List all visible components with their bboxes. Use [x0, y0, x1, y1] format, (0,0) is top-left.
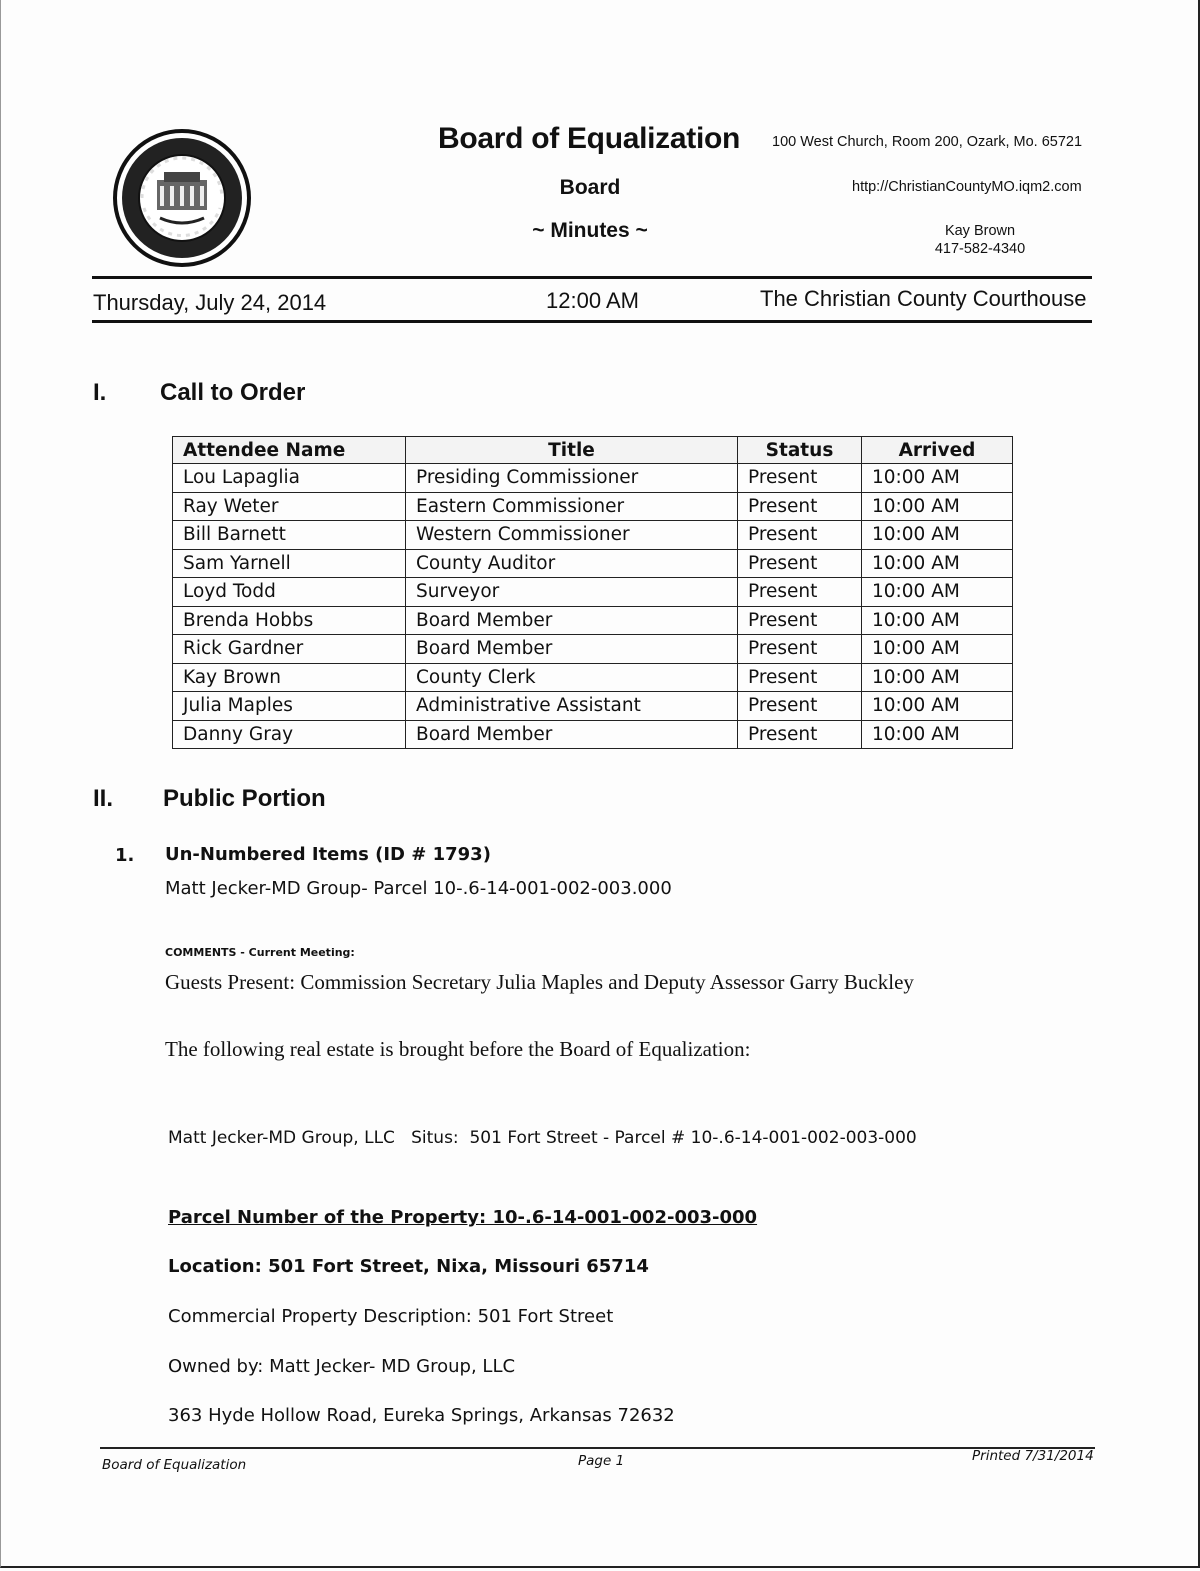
comments-label: COMMENTS - Current Meeting: — [165, 946, 355, 959]
attendee-status: Present — [738, 549, 862, 578]
column-header-name: Attendee Name — [173, 437, 406, 464]
attendee-title: Administrative Assistant — [406, 692, 738, 721]
attendee-status: Present — [738, 720, 862, 749]
board-subtitle: Board — [559, 176, 621, 199]
parcel-number: Parcel Number of the Property: 10-.6-14-001-002-003-000 — [168, 1207, 758, 1228]
attendance-header-row — [173, 437, 1013, 464]
column-header-status: Status — [738, 437, 862, 464]
attendee-arrived: 10:00 AM — [862, 521, 1013, 550]
item-number: 1. — [115, 845, 135, 866]
document-type: ~ Minutes ~ — [532, 219, 648, 242]
attendee-name: Loyd Todd — [173, 578, 406, 607]
attendee-arrived: 10:00 AM — [862, 720, 1013, 749]
attendee-status: Present — [738, 635, 862, 664]
attendee-title: Board Member — [406, 606, 738, 635]
board-title: Board of Equalization — [438, 122, 741, 155]
situs-line: Matt Jecker-MD Group, LLC Situs: 501 Fort Street - Parcel # 10-.6-14-001-002-003-000 — [168, 1128, 917, 1148]
meeting-time: 12:00 AM — [546, 288, 639, 313]
intro-text: The following real estate is brought before the Board of Equalization: — [165, 1037, 751, 1061]
attendee-arrived: 10:00 AM — [862, 635, 1013, 664]
table-row — [173, 692, 1013, 721]
attendee-title: Presiding Commissioner — [406, 464, 738, 493]
attendee-name: Kay Brown — [173, 663, 406, 692]
table-row — [173, 464, 1013, 493]
section-2-title: Public Portion — [163, 785, 326, 812]
attendee-title: Eastern Commissioner — [406, 492, 738, 521]
attendee-title: Board Member — [406, 720, 738, 749]
header-rule-top — [92, 276, 1092, 279]
board-url-link[interactable]: http://ChristianCountyMO.iqm2.com — [852, 179, 1082, 195]
guests-present: Guests Present: Commission Secretary Julia Maples and Deputy Assessor Garry Buckley — [165, 970, 914, 994]
attendee-arrived: 10:00 AM — [862, 606, 1013, 635]
column-header-arrived: Arrived — [862, 437, 1013, 464]
location: Location: 501 Fort Street, Nixa, Missouri 65714 — [168, 1256, 649, 1277]
attendee-arrived: 10:00 AM — [862, 692, 1013, 721]
table-row — [173, 492, 1013, 521]
table-row — [173, 578, 1013, 607]
column-header-title: Title — [406, 437, 738, 464]
item-title: Un-Numbered Items (ID # 1793) — [165, 844, 491, 865]
attendee-name: Danny Gray — [173, 720, 406, 749]
table-row — [173, 549, 1013, 578]
contact-name: Kay Brown — [944, 223, 1016, 239]
table-row — [173, 663, 1013, 692]
attendee-status: Present — [738, 606, 862, 635]
attendee-status: Present — [738, 578, 862, 607]
attendee-arrived: 10:00 AM — [862, 549, 1013, 578]
attendee-status: Present — [738, 663, 862, 692]
table-row — [173, 635, 1013, 664]
footer-rule — [100, 1447, 1095, 1449]
table-row — [173, 521, 1013, 550]
attendee-status: Present — [738, 692, 862, 721]
attendee-status: Present — [738, 521, 862, 550]
attendee-title: Western Commissioner — [406, 521, 738, 550]
footer-page-number: Page 1 — [578, 1453, 625, 1469]
table-row — [173, 606, 1013, 635]
attendee-name: Bill Barnett — [173, 521, 406, 550]
table-row — [173, 720, 1013, 749]
attendee-arrived: 10:00 AM — [862, 464, 1013, 493]
section-1-title: Call to Order — [160, 379, 306, 406]
section-1-number: I. — [93, 379, 107, 406]
county-seal-icon — [112, 128, 252, 268]
attendance-table — [172, 436, 1013, 749]
attendee-title: County Clerk — [406, 663, 738, 692]
owner-address: 363 Hyde Hollow Road, Eureka Springs, Arkansas 72632 — [168, 1405, 675, 1426]
attendee-arrived: 10:00 AM — [862, 578, 1013, 607]
attendee-name: Brenda Hobbs — [173, 606, 406, 635]
item-description: Matt Jecker-MD Group- Parcel 10-.6-14-001-002-003.000 — [165, 878, 672, 899]
attendee-name: Ray Weter — [173, 492, 406, 521]
attendee-title: Board Member — [406, 635, 738, 664]
attendee-name: Lou Lapaglia — [173, 464, 406, 493]
contact-phone: 417-582-4340 — [934, 241, 1026, 257]
meeting-date: Thursday, July 24, 2014 — [93, 290, 327, 315]
attendee-arrived: 10:00 AM — [862, 663, 1013, 692]
footer-printed-date: Printed 7/31/2014 — [972, 1448, 1094, 1464]
attendee-arrived: 10:00 AM — [862, 492, 1013, 521]
attendee-name: Rick Gardner — [173, 635, 406, 664]
property-description: Commercial Property Description: 501 Fort Street — [168, 1306, 614, 1327]
attendee-status: Present — [738, 464, 862, 493]
attendee-status: Present — [738, 492, 862, 521]
header-rule-bottom — [92, 320, 1092, 323]
board-address: 100 West Church, Room 200, Ozark, Mo. 65721 — [772, 134, 1083, 150]
owned-by: Owned by: Matt Jecker- MD Group, LLC — [168, 1356, 516, 1377]
footer-left: Board of Equalization — [102, 1457, 247, 1473]
contact-block — [910, 222, 1050, 258]
attendee-title: Surveyor — [406, 578, 738, 607]
attendee-name: Sam Yarnell — [173, 549, 406, 578]
section-2-number: II. — [93, 785, 114, 812]
attendee-name: Julia Maples — [173, 692, 406, 721]
attendee-title: County Auditor — [406, 549, 738, 578]
meeting-location: The Christian County Courthouse — [760, 286, 1087, 311]
